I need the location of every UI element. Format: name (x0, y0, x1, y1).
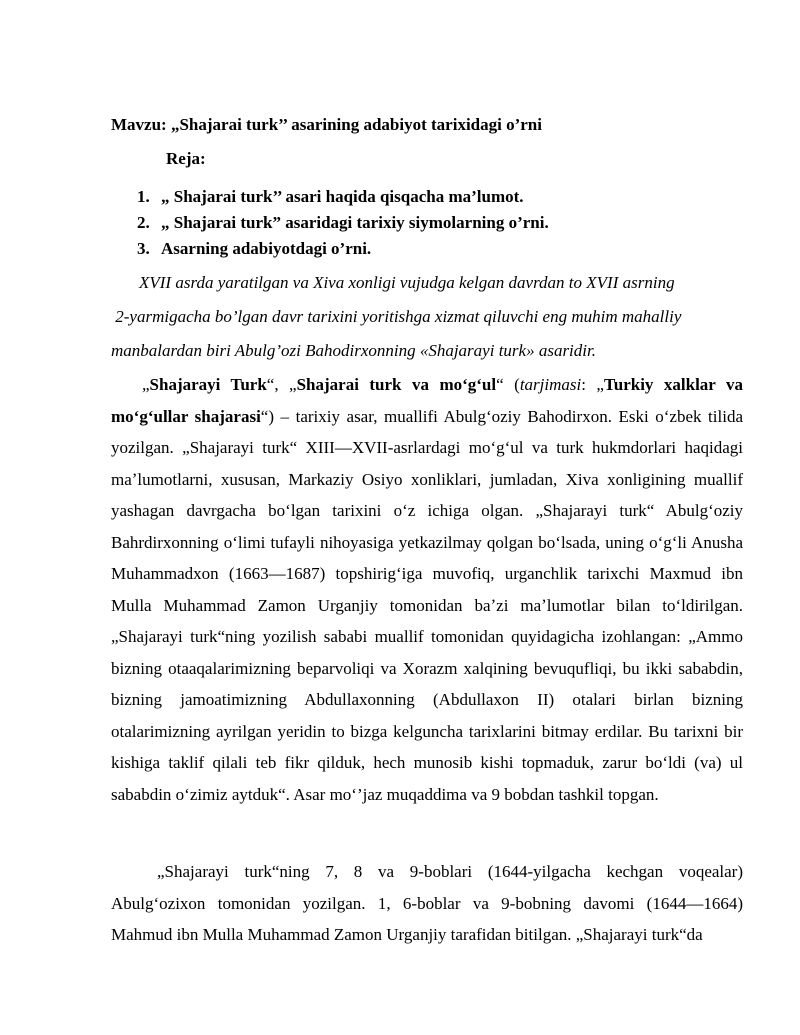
second-paragraph: „Shajarayi turk“ning 7, 8 va 9-boblari (1644-yilgacha kechgan voqealar) Abulgʻozixon tomonidan yozilgan. 1, 6-boblar va 9-bobning davomi (1644—1664) Mahmud ibn Mulla Muhammad Zamon Urganjiy tarafidan bitilgan. „Shajarayi turk“da (111, 862, 743, 944)
plan-list (137, 185, 549, 263)
plan-item-number: 3. (137, 239, 150, 258)
bold-term: Turkiy xalklar va moʻgʻullar shajarasi (111, 375, 743, 426)
intro-line: 2-yarmigacha bo’lgan davr tarixini yoritishga xizmat qiluvchi eng muhim mahalliy (111, 307, 682, 326)
main-paragraph (111, 369, 743, 810)
text-run: “, „ (266, 375, 297, 394)
text-run: “ ( (496, 375, 520, 394)
intro-line: XVII asrda yaratilgan va Xiva xonligi vujudga kelgan davrdan to XVII asrning (139, 273, 675, 292)
text-run: „ (142, 375, 150, 394)
text-run: “) – tarixiy asar, muallifi Abulgʻoziy Bahodirxon. Eski oʻzbek tilida yozilgan. „Shajarayi turk“ XIII—XVII-asrlardagi moʻgʻul va turk hukmdorlari haqidagi maʼlumotlarni, xususan, Markaziy Osiyo xonliklari, jumladan, Xiva xonligining muallif yashagan davrgacha boʻlgan tarixini oʻz ichiga olgan. „Shajarayi turk“ Abulgʻoziy Bahrdirxonning oʻlimi tufayli nihoyasiga yetkazilmay qolgan boʻlsada, uning oʻgʻli Anusha Muhammadxon (1663—1687) topshirigʻiga muvofiq, urganchlik tarixchi Maxmud ibn Mulla Muhammad Zamon Urganjiy tomonidan baʼzi maʼlumotlar bilan toʻldirilgan. „Shajarayi turk“ning yozilish sababi muallif tomonidan quyidagicha izohlangan: „Ammo bizning otaaqalarimizning beparvoliqi va Xorazm xalqining bevuqufliqi, bu ikki sababdin, bizning jamoatimizning Abdullaxonning (Abdullaxon II) otalari birlan bizning otalarimizning ayrilgan yeridin to bizga kelguncha tarixlarini bitmay erdilar. Bu tarixni bir kishiga taklif qilali teb fikr qilduk, hech munosib kishi topmaduk, zarur boʻldi (va) ul sababdin oʻzimiz aytduk“. Asar mo‘’jaz muqaddima va 9 bobdan tashkil topgan. (111, 406, 743, 804)
plan-item-text: Asarning adabiyotdagi o’rni. (161, 239, 372, 258)
text-run: : „ (581, 375, 604, 394)
plan-item-text: „ Shajarai turk’’ asari haqida qisqacha ma’lumot. (161, 187, 524, 206)
plan-item-number: 2. (137, 213, 150, 232)
plan-item (137, 211, 549, 237)
plan-item (137, 237, 549, 263)
plan-item-text: „ Shajarai turk” asaridagi tarixiy siymolarning o’rni. (161, 213, 549, 232)
plan-item (137, 185, 549, 211)
bold-term: Shajarai turk va moʻgʻul (296, 375, 497, 394)
intro-line: manbalardan biri Abulg’ozi Bahodirxonning «Shajarayi turk» asaridir. (111, 341, 596, 360)
page-title: Mavzu: „Shajarai turk’’ asarining adabiyot tarixidagi o’rni (111, 115, 542, 134)
plan-heading: Reja: (166, 149, 206, 168)
italic-term: tarjimasi (519, 375, 582, 394)
intro-paragraph (111, 268, 743, 370)
bold-term: Shajarayi Turk (149, 375, 267, 394)
plan-item-number: 1. (137, 187, 150, 206)
